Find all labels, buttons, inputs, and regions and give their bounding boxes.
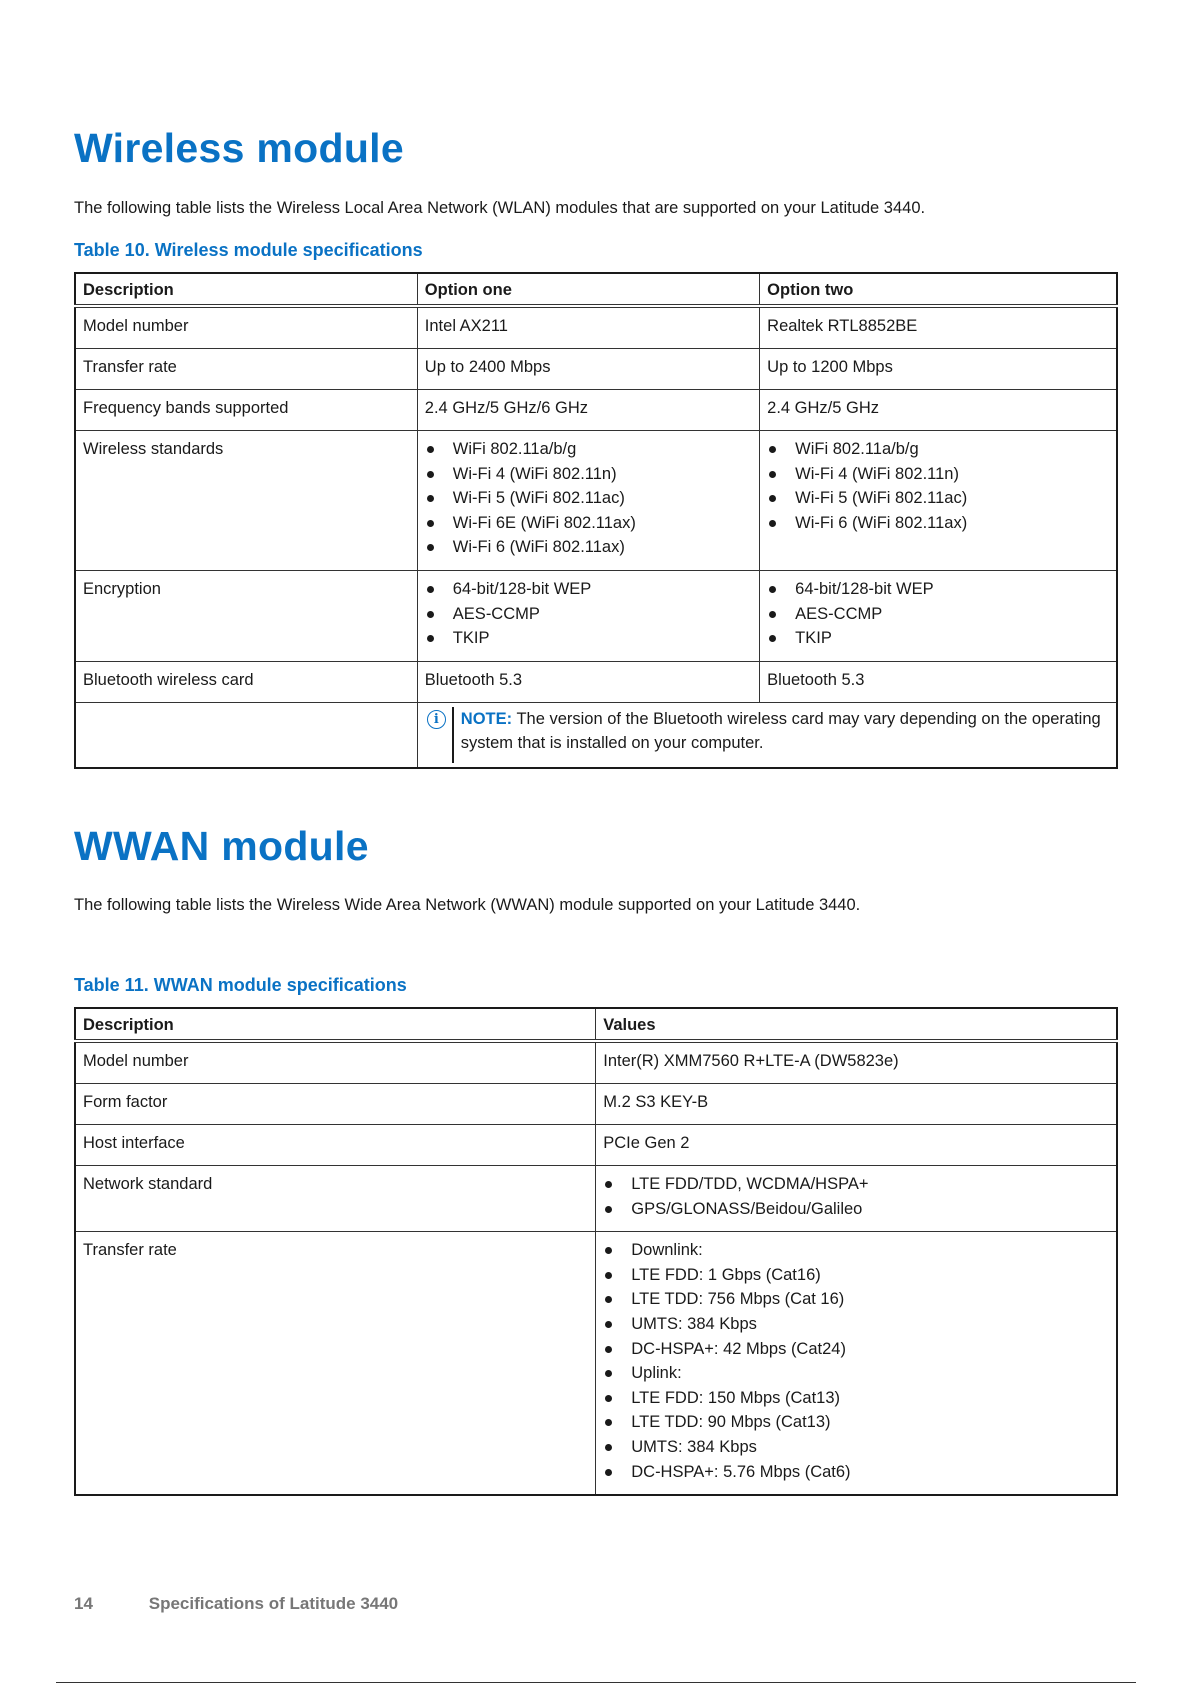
cell-value: M.2 S3 KEY-B <box>596 1084 1117 1125</box>
list-item: Wi-Fi 4 (WiFi 802.11n) <box>767 462 1109 487</box>
note-block <box>427 707 1109 755</box>
cell-value: PCIe Gen 2 <box>596 1125 1117 1166</box>
table-row <box>75 1041 1117 1084</box>
note-cell <box>417 702 1117 768</box>
row-label: Model number <box>75 306 417 349</box>
list-item: GPS/GLONASS/Beidou/Galileo <box>603 1197 1109 1222</box>
cell-value: 2.4 GHz/5 GHz <box>760 390 1117 431</box>
cell-value: Inter(R) XMM7560 R+LTE-A (DW5823e) <box>596 1041 1117 1084</box>
list-item: LTE FDD: 1 Gbps (Cat16) <box>603 1263 1109 1288</box>
list-item: 64-bit/128-bit WEP <box>425 577 752 602</box>
cell-value: 2.4 GHz/5 GHz/6 GHz <box>417 390 759 431</box>
list-item: UMTS: 384 Kbps <box>603 1312 1109 1337</box>
row-label: Bluetooth wireless card <box>75 661 417 702</box>
row-label: Transfer rate <box>75 349 417 390</box>
empty-cell <box>75 702 417 768</box>
list-item: Wi-Fi 5 (WiFi 802.11ac) <box>767 486 1109 511</box>
table-row <box>75 1125 1117 1166</box>
table-row <box>75 1232 1117 1495</box>
cell-value: Intel AX211 <box>417 306 759 349</box>
list-item: Wi-Fi 5 (WiFi 802.11ac) <box>425 486 752 511</box>
bullet-list <box>767 577 1109 651</box>
table-header-row <box>75 273 1117 306</box>
col-header-option-one: Option one <box>417 273 759 306</box>
list-item: Wi-Fi 6E (WiFi 802.11ax) <box>425 511 752 536</box>
list-item: UMTS: 384 Kbps <box>603 1435 1109 1460</box>
table-row <box>75 306 1117 349</box>
row-label: Encryption <box>75 570 417 661</box>
list-item: Wi-Fi 6 (WiFi 802.11ax) <box>767 511 1109 536</box>
table-header-row <box>75 1008 1117 1041</box>
wwan-intro: The following table lists the Wireless Wide Area Network (WWAN) module supported on your Latitude 3440. <box>74 896 861 914</box>
list-item: LTE TDD: 756 Mbps (Cat 16) <box>603 1287 1109 1312</box>
page-footer <box>74 1594 398 1614</box>
table-row <box>75 390 1117 431</box>
wwan-heading: WWAN module <box>74 823 369 869</box>
note-divider <box>452 707 454 763</box>
list-item: LTE TDD: 90 Mbps (Cat13) <box>603 1410 1109 1435</box>
col-header-option-two: Option two <box>760 273 1117 306</box>
row-label: Transfer rate <box>75 1232 596 1495</box>
row-label: Host interface <box>75 1125 596 1166</box>
bullet-list <box>767 437 1109 535</box>
footer-section-title: Specifications of Latitude 3440 <box>148 1594 399 1613</box>
list-item: Uplink: <box>603 1361 1109 1386</box>
list-item: Downlink: <box>603 1238 1109 1263</box>
wireless-intro: The following table lists the Wireless Local Area Network (WLAN) modules that are supported on your Latitude 3440. <box>74 199 926 217</box>
footer-rule <box>56 1682 1136 1683</box>
row-label: Frequency bands supported <box>75 390 417 431</box>
cell-value: Realtek RTL8852BE <box>760 306 1117 349</box>
row-label: Form factor <box>75 1084 596 1125</box>
table-row <box>75 431 1117 571</box>
info-icon: i <box>427 710 446 729</box>
col-header-description: Description <box>75 273 417 306</box>
table-row <box>75 349 1117 390</box>
wwan-spec-table <box>74 1007 1118 1496</box>
list-item: LTE FDD/TDD, WCDMA/HSPA+ <box>603 1172 1109 1197</box>
wwan-table-caption: Table 11. WWAN module specifications <box>74 975 407 995</box>
list-item: AES-CCMP <box>767 602 1109 627</box>
row-label: Model number <box>75 1041 596 1084</box>
list-item: WiFi 802.11a/b/g <box>767 437 1109 462</box>
list-item: WiFi 802.11a/b/g <box>425 437 752 462</box>
col-header-description: Description <box>75 1008 596 1041</box>
cell-value: Up to 1200 Mbps <box>760 349 1117 390</box>
list-item: Wi-Fi 6 (WiFi 802.11ax) <box>425 535 752 560</box>
row-label: Network standard <box>75 1166 596 1232</box>
table-row <box>75 1084 1117 1125</box>
cell-value: Up to 2400 Mbps <box>417 349 759 390</box>
row-label: Wireless standards <box>75 431 417 571</box>
table-row <box>75 702 1117 768</box>
list-item: Wi-Fi 4 (WiFi 802.11n) <box>425 462 752 487</box>
list-item: AES-CCMP <box>425 602 752 627</box>
note-label: NOTE: <box>460 709 513 728</box>
cell-value: Bluetooth 5.3 <box>760 661 1117 702</box>
bullet-list <box>603 1238 1109 1484</box>
list-item: DC-HSPA+: 5.76 Mbps (Cat6) <box>603 1460 1109 1485</box>
col-header-values: Values <box>596 1008 1117 1041</box>
bullet-list <box>425 437 752 560</box>
note-text: The version of the Bluetooth wireless card may vary depending on the operating system that is installed on your computer. <box>460 709 1101 752</box>
list-item: TKIP <box>767 626 1109 651</box>
bullet-list <box>603 1172 1109 1221</box>
table-row <box>75 570 1117 661</box>
table-row <box>75 661 1117 702</box>
list-item: DC-HSPA+: 42 Mbps (Cat24) <box>603 1337 1109 1362</box>
table-row <box>75 1166 1117 1232</box>
list-item: 64-bit/128-bit WEP <box>767 577 1109 602</box>
wireless-heading: Wireless module <box>74 125 404 171</box>
bullet-list <box>425 577 752 651</box>
cell-value: Bluetooth 5.3 <box>417 661 759 702</box>
list-item: LTE FDD: 150 Mbps (Cat13) <box>603 1386 1109 1411</box>
list-item: TKIP <box>425 626 752 651</box>
wireless-spec-table <box>74 272 1118 769</box>
page-number: 14 <box>74 1594 93 1613</box>
wireless-table-caption: Table 10. Wireless module specifications <box>74 240 423 260</box>
